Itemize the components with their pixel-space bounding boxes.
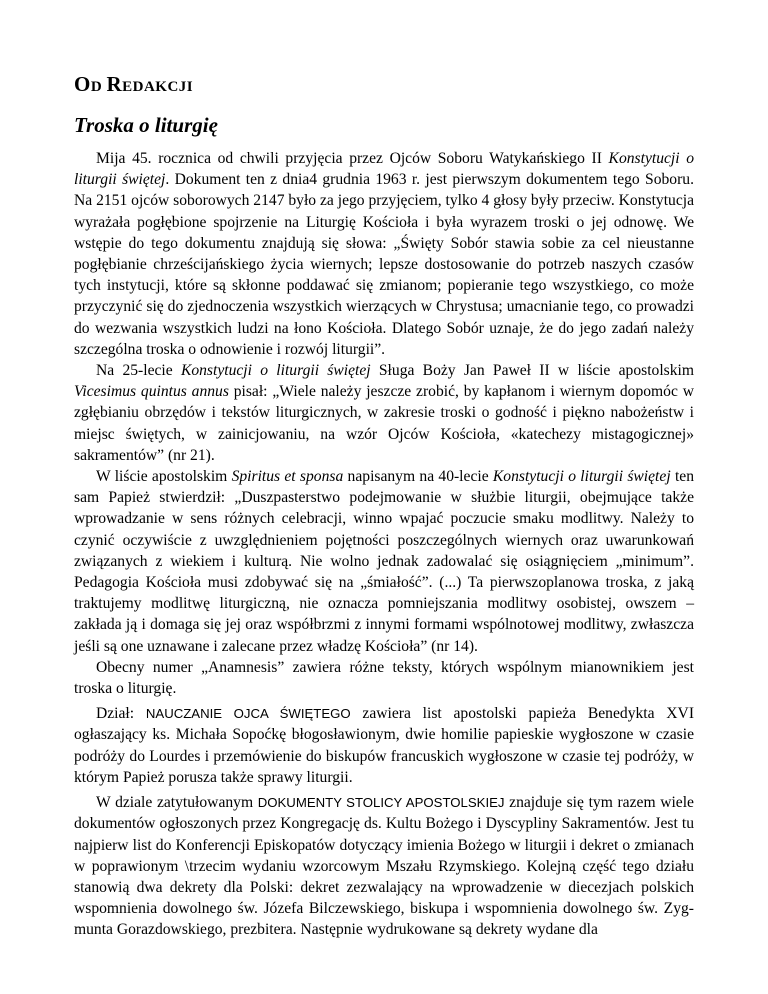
paragraph-3: W liście apostolskim Spiritus et sponsa napisanym na 40-lecie Konstytucji o liturgii świętej ten sam Papież stwierdził: „Duszpasterstwo podejmowanie w służbie liturgii, obejmujące także wprowadzanie w sens różnych celebracji, winno wpajać poczucie smaku modlitwy. Należy to czynić oczywiście z uwzględnieniem pojętności poszczególnych wiernych oraz uwarunkowań związanych z wiekiem i kulturą. Nie wolno jednak zadowalać się osiągnięciem „minimum”. Pedagogia Kościoła musi zdobywać się na „śmiałość”. (...) Ta pierwszoplanowa troska, z jaką traktujemy modlitwę liturgiczną, nie oznacza pomniejszania modlitwy osobistej, owszem – zakłada ją i domaga się jej oraz współbrzmi z innymi formami wspólnotowej modlitwy, zwłaszcza jeśli są one uznawane i zalecane przez władzę Kościoła” (nr 14). — [74, 468, 694, 655]
article-body — [74, 148, 694, 941]
paragraph-4: Obecny numer „Anamnesis” zawiera różne teksty, których wspólnym mianownikiem jest troska o liturgię. — [74, 658, 694, 698]
paragraph-6: W dziale zatytułowanym DOKUMENTY STOLICY APOSTOLSKIEJ znajduje się tym razem wiele dokumentów ogłoszonych przez Kongregację ds. Kultu Bożego i Dyscypliny Sakramentów. Jest tu najpierw list do Konferencji Episkopatów dotyczący imienia Bożego w liturgii i dekret o zmianach w poprawionym \trzecim wydaniu wzorcowym Mszału Rzymskiego. Kolejną część tego działu stanowią dwa dekrety dla Polski: dekret zezwalający na wprowadzenie w diecezjach polskich wspomnienia dowolnego św. Józefa Bilczewskiego, biskupa i wspomnienia dowolnego św. Zygmunta Gorazdowskiego, prezbitera. Następnie wydrukowane są dekrety wydane dla — [74, 794, 694, 939]
paragraph-1: Mija 45. rocznica od chwili przyjęcia przez Ojców Soboru Watykańskiego II Konstytucji o liturgii świętej. Dokument ten z dnia4 grudnia 1963 r. jest pierwszym dokumentem tego Soboru. Na 2151 ojców soborowych 2147 było za jego przyjęciem, tylko 4 głosy były przeciw. Konstytucja wyrażała pogłębione spojrzenie na Liturgię Kościoła i była wyrazem troski o jej odnowę. We wstępie do tego dokumentu znajdują się słowa: „Święty Sobór stawia sobie za cel nieustanne pogłębianie chrześcijańskiego życia wiernych; lepsze dostosowanie do potrzeb naszych czasów tych instytucji, które są skłonne poddawać się zmianom; popieranie tego wszystkiego, co może przyczynić się do zjednoczenia wszystkich wierzących w Chrystusa; umacnianie tego, co prowadzi do wezwania wszystkich ludzi na łono Kościoła. Dlatego Sobór uznaje, że do jego zadań należy szczególna troska o odnowienie i rozwój liturgii”. — [74, 150, 695, 358]
article-title: Troska o liturgię — [74, 113, 218, 137]
section-heading: OD REDAKCJI — [74, 72, 194, 96]
paragraph-2: Na 25-lecie Konstytucji o liturgii świętej Sługa Boży Jan Paweł II w liście apostolskim Vicesimus quintus annus pisał: „Wiele należy jeszcze zrobić, by kapłanom i wiernym dopomóc w zgłębianiu obrzędów i tekstów liturgicznych, w zakresie troski o godność i piękno nabożeństw i miejsc świętych, w zainicjowaniu, na wzór Ojców Kościoła, «katechezy mistagogicznej» sakramentów” (nr 21). — [74, 362, 694, 464]
paragraph-5: Dział: NAUCZANIE OJCA ŚWIĘTEGO zawiera list apostolski papieża Benedykta XVI ogłaszający ks. Michała Sopoćkę błogosławionym, dwie homilie papieskie wygłoszone w czasie podróży do Lourdes i przemówienie do biskupów francuskich wygłoszone w czasie tej podróży, w którym Papież porusza także sprawy liturgii. — [74, 705, 695, 786]
